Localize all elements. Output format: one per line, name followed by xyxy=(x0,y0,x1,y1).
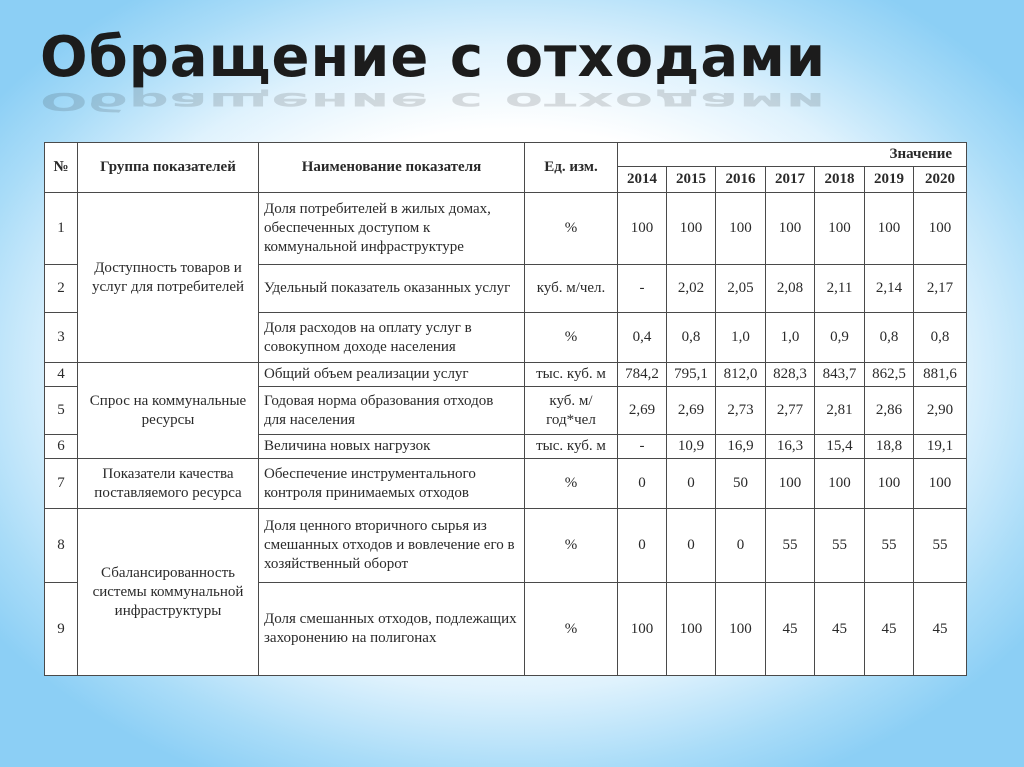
row-no: 4 xyxy=(45,363,78,387)
row-no: 3 xyxy=(45,313,78,363)
header-year: 2018 xyxy=(815,167,865,193)
value-cell: 100 xyxy=(815,193,865,265)
row-name: Обеспечение инструментального контроля принимаемых отходов xyxy=(259,459,525,509)
value-cell: 55 xyxy=(766,509,815,583)
value-cell: 2,17 xyxy=(914,265,967,313)
value-cell: 0,8 xyxy=(914,313,967,363)
row-unit: тыс. куб. м xyxy=(525,363,618,387)
value-cell: 2,69 xyxy=(667,387,716,435)
value-cell: 10,9 xyxy=(667,435,716,459)
row-name: Годовая норма образования отходов для населения xyxy=(259,387,525,435)
row-no: 7 xyxy=(45,459,78,509)
group-cell: Сбалансированность системы коммунальной инфраструктуры xyxy=(78,509,259,676)
table-row xyxy=(45,459,967,509)
value-cell: 100 xyxy=(766,459,815,509)
row-unit: куб. м/чел. xyxy=(525,265,618,313)
header-no: № xyxy=(45,143,78,193)
indicator-table xyxy=(44,142,967,676)
value-cell: 0,9 xyxy=(815,313,865,363)
value-cell: 0,8 xyxy=(865,313,914,363)
row-unit: % xyxy=(525,313,618,363)
value-cell: 100 xyxy=(667,583,716,676)
value-cell: 55 xyxy=(914,509,967,583)
value-cell: 0,4 xyxy=(618,313,667,363)
row-name: Доля ценного вторичного сырья из смешанных отходов и вовлечение его в хозяйственный оборот xyxy=(259,509,525,583)
value-cell: 45 xyxy=(766,583,815,676)
value-cell: 2,73 xyxy=(716,387,766,435)
header-year: 2019 xyxy=(865,167,914,193)
table-row xyxy=(45,193,967,265)
value-cell: - xyxy=(618,435,667,459)
value-cell: 16,3 xyxy=(766,435,815,459)
value-cell: 2,02 xyxy=(667,265,716,313)
value-cell: 1,0 xyxy=(716,313,766,363)
value-cell: 100 xyxy=(865,459,914,509)
value-cell: 881,6 xyxy=(914,363,967,387)
header-unit: Ед. изм. xyxy=(525,143,618,193)
table-row xyxy=(45,363,967,387)
group-cell: Спрос на коммунальные ресурсы xyxy=(78,363,259,459)
row-unit: тыс. куб. м xyxy=(525,435,618,459)
value-cell: 862,5 xyxy=(865,363,914,387)
row-no: 1 xyxy=(45,193,78,265)
value-cell: 2,11 xyxy=(815,265,865,313)
row-name: Доля потребителей в жилых домах, обеспеченных доступом к коммунальной инфраструктуре xyxy=(259,193,525,265)
row-name: Величина новых нагрузок xyxy=(259,435,525,459)
value-cell: 795,1 xyxy=(667,363,716,387)
header-year: 2015 xyxy=(667,167,716,193)
row-name: Доля расходов на оплату услуг в совокупном доходе населения xyxy=(259,313,525,363)
value-cell: 100 xyxy=(716,583,766,676)
slide-title-reflection: Обращение с отходами xyxy=(40,86,827,116)
value-cell: 2,81 xyxy=(815,387,865,435)
value-cell: 0 xyxy=(618,509,667,583)
value-cell: 2,77 xyxy=(766,387,815,435)
value-cell: - xyxy=(618,265,667,313)
value-cell: 55 xyxy=(815,509,865,583)
table-row xyxy=(45,509,967,583)
value-cell: 100 xyxy=(766,193,815,265)
value-cell: 2,69 xyxy=(618,387,667,435)
value-cell: 100 xyxy=(618,583,667,676)
value-cell: 1,0 xyxy=(766,313,815,363)
value-cell: 45 xyxy=(865,583,914,676)
header-group: Группа показателей xyxy=(78,143,259,193)
value-cell: 0 xyxy=(667,509,716,583)
row-no: 2 xyxy=(45,265,78,313)
value-cell: 843,7 xyxy=(815,363,865,387)
value-cell: 0,8 xyxy=(667,313,716,363)
row-unit: % xyxy=(525,193,618,265)
value-cell: 2,86 xyxy=(865,387,914,435)
value-cell: 45 xyxy=(815,583,865,676)
row-unit: % xyxy=(525,509,618,583)
value-cell: 0 xyxy=(716,509,766,583)
value-cell: 0 xyxy=(618,459,667,509)
header-year: 2016 xyxy=(716,167,766,193)
value-cell: 15,4 xyxy=(815,435,865,459)
value-cell: 100 xyxy=(618,193,667,265)
row-unit: % xyxy=(525,583,618,676)
value-cell: 55 xyxy=(865,509,914,583)
value-cell: 2,05 xyxy=(716,265,766,313)
row-name: Общий объем реализации услуг xyxy=(259,363,525,387)
slide-title-area xyxy=(40,20,940,120)
row-no: 9 xyxy=(45,583,78,676)
value-cell: 100 xyxy=(914,459,967,509)
row-unit: куб. м/год*чел xyxy=(525,387,618,435)
value-cell: 50 xyxy=(716,459,766,509)
row-name: Доля смешанных отходов, подлежащих захоронению на полигонах xyxy=(259,583,525,676)
value-cell: 100 xyxy=(716,193,766,265)
group-cell: Доступность товаров и услуг для потребителей xyxy=(78,193,259,363)
header-value: Значение xyxy=(618,143,967,167)
header-year: 2020 xyxy=(914,167,967,193)
slide-title: Обращение с отходами xyxy=(40,25,827,90)
value-cell: 45 xyxy=(914,583,967,676)
value-cell: 100 xyxy=(815,459,865,509)
value-cell: 784,2 xyxy=(618,363,667,387)
value-cell: 828,3 xyxy=(766,363,815,387)
row-name: Удельный показатель оказанных услуг xyxy=(259,265,525,313)
value-cell: 18,8 xyxy=(865,435,914,459)
group-cell: Показатели качества поставляемого ресурса xyxy=(78,459,259,509)
value-cell: 100 xyxy=(667,193,716,265)
row-no: 5 xyxy=(45,387,78,435)
row-unit: % xyxy=(525,459,618,509)
value-cell: 812,0 xyxy=(716,363,766,387)
value-cell: 2,14 xyxy=(865,265,914,313)
header-year: 2014 xyxy=(618,167,667,193)
value-cell: 0 xyxy=(667,459,716,509)
row-no: 6 xyxy=(45,435,78,459)
value-cell: 19,1 xyxy=(914,435,967,459)
header-year: 2017 xyxy=(766,167,815,193)
value-cell: 100 xyxy=(865,193,914,265)
value-cell: 2,90 xyxy=(914,387,967,435)
row-no: 8 xyxy=(45,509,78,583)
value-cell: 2,08 xyxy=(766,265,815,313)
header-name: Наименование показателя xyxy=(259,143,525,193)
value-cell: 100 xyxy=(914,193,967,265)
value-cell: 16,9 xyxy=(716,435,766,459)
indicator-table-sheet xyxy=(44,142,966,675)
